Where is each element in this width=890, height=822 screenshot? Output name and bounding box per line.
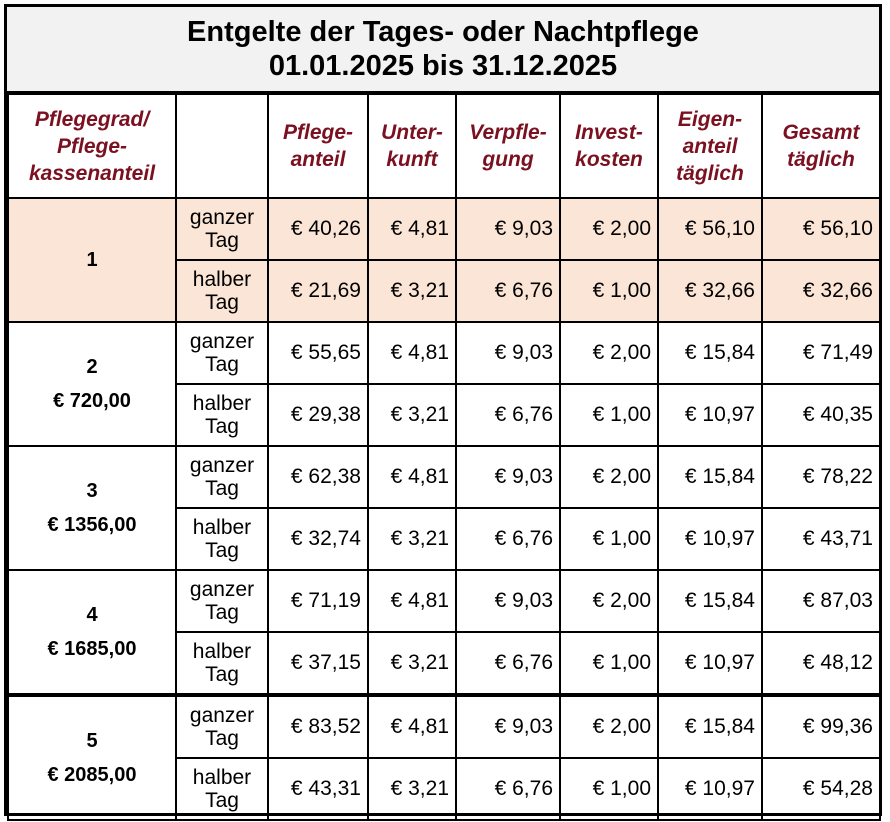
pflegegrad-number: 3 (86, 480, 98, 502)
value-unterkunft: € 3,21 (368, 758, 456, 820)
value-gesamt: € 56,10 (762, 198, 880, 260)
day-type-tag1: halber (192, 516, 252, 539)
value-invest: € 1,00 (560, 508, 658, 570)
header-unterkunft-line1: Unter- (381, 121, 443, 144)
pflegegrad-number: 1 (86, 249, 98, 271)
value-invest: € 1,00 (560, 758, 658, 820)
day-type-tag2: Tag (205, 727, 239, 750)
day-type-tag1: ganzer (189, 454, 255, 477)
value-gesamt: € 99,36 (762, 695, 880, 758)
day-type-cell (176, 198, 268, 260)
header-row (8, 94, 880, 198)
header-eigenanteil (658, 94, 762, 198)
value-pflege: € 55,65 (268, 322, 368, 384)
header-pflegegrad-line1: Pflegegrad/ (34, 107, 150, 131)
value-verpflegung: € 9,03 (456, 446, 560, 508)
header-verpflegung (456, 94, 560, 198)
pflegekassenanteil-amount: € 720,00 (53, 390, 131, 412)
day-type-cell (176, 695, 268, 758)
value-eigen: € 56,10 (658, 198, 762, 260)
value-unterkunft: € 4,81 (368, 322, 456, 384)
pflegegrad-cell (8, 322, 176, 446)
table-title (7, 7, 879, 93)
value-invest: € 1,00 (560, 384, 658, 446)
header-pflegeanteil (268, 94, 368, 198)
day-type-tag2: Tag (205, 601, 239, 624)
table-row (8, 695, 880, 758)
header-gesamt-line1: Gesamt (782, 121, 860, 144)
value-verpflegung: € 9,03 (456, 198, 560, 260)
pflegegrad-number: 2 (86, 356, 98, 378)
pflegegrad-cell (8, 570, 176, 695)
value-pflege: € 29,38 (268, 384, 368, 446)
value-pflege: € 71,19 (268, 570, 368, 632)
day-type-cell (176, 570, 268, 632)
day-type-cell (176, 508, 268, 570)
day-type-tag1: ganzer (189, 206, 255, 229)
value-eigen: € 15,84 (658, 446, 762, 508)
value-invest: € 2,00 (560, 198, 658, 260)
day-type-tag2: Tag (205, 539, 239, 562)
day-type-tag2: Tag (205, 477, 239, 500)
header-investkosten-line1: Invest- (575, 121, 643, 144)
header-pflegeanteil-line2: anteil (290, 148, 346, 171)
day-type-tag2: Tag (205, 353, 239, 376)
header-investkosten (560, 94, 658, 198)
value-gesamt: € 78,22 (762, 446, 880, 508)
value-invest: € 1,00 (560, 632, 658, 695)
value-verpflegung: € 6,76 (456, 508, 560, 570)
day-type-cell (176, 260, 268, 322)
table-row (8, 198, 880, 260)
value-gesamt: € 43,71 (762, 508, 880, 570)
day-type-tag2: Tag (205, 789, 239, 812)
pflegegrad-cell (8, 446, 176, 570)
table-row (8, 322, 880, 384)
value-unterkunft: € 4,81 (368, 446, 456, 508)
header-pflegegrad (8, 94, 176, 198)
value-pflege: € 32,74 (268, 508, 368, 570)
value-eigen: € 15,84 (658, 695, 762, 758)
day-type-cell (176, 322, 268, 384)
value-gesamt: € 54,28 (762, 758, 880, 820)
price-table-frame (4, 4, 882, 816)
title-line-1: Entgelte der Tages- oder Nachtpflege (187, 16, 699, 48)
value-verpflegung: € 9,03 (456, 695, 560, 758)
table-row (8, 446, 880, 508)
day-type-tag2: Tag (205, 291, 239, 314)
pflegekassenanteil-amount: € 1356,00 (47, 514, 137, 536)
day-type-tag1: halber (192, 268, 252, 291)
title-line-2: 01.01.2025 bis 31.12.2025 (268, 50, 618, 82)
value-gesamt: € 87,03 (762, 570, 880, 632)
value-eigen: € 15,84 (658, 322, 762, 384)
value-eigen: € 10,97 (658, 384, 762, 446)
value-unterkunft: € 3,21 (368, 384, 456, 446)
value-unterkunft: € 3,21 (368, 632, 456, 695)
value-eigen: € 10,97 (658, 758, 762, 820)
value-gesamt: € 40,35 (762, 384, 880, 446)
value-verpflegung: € 6,76 (456, 384, 560, 446)
day-type-tag1: halber (192, 766, 252, 789)
value-pflege: € 21,69 (268, 260, 368, 322)
header-investkosten-line2: kosten (575, 148, 643, 171)
day-type-tag1: ganzer (189, 330, 255, 353)
value-gesamt: € 71,49 (762, 322, 880, 384)
day-type-tag2: Tag (205, 229, 239, 252)
day-type-tag1: ganzer (189, 704, 255, 727)
value-pflege: € 62,38 (268, 446, 368, 508)
value-unterkunft: € 4,81 (368, 570, 456, 632)
value-invest: € 2,00 (560, 570, 658, 632)
day-type-tag1: halber (192, 640, 252, 663)
value-verpflegung: € 6,76 (456, 632, 560, 695)
header-gesamt (762, 94, 880, 198)
pflegegrad-cell (8, 198, 176, 322)
header-unterkunft-line2: kunft (386, 148, 438, 171)
pflegegrad-cell (8, 695, 176, 820)
header-pflegegrad-line3: kassenanteil (28, 161, 156, 185)
day-type-cell (176, 384, 268, 446)
header-unterkunft (368, 94, 456, 198)
header-tag-empty (176, 94, 268, 198)
value-verpflegung: € 9,03 (456, 322, 560, 384)
value-eigen: € 10,97 (658, 508, 762, 570)
value-eigen: € 10,97 (658, 632, 762, 695)
value-gesamt: € 32,66 (762, 260, 880, 322)
header-eigenanteil-line1: Eigen- (677, 107, 743, 131)
header-pflegeanteil-line1: Pflege- (282, 121, 353, 144)
pflegekassenanteil-amount: € 2085,00 (47, 764, 137, 786)
value-pflege: € 83,52 (268, 695, 368, 758)
value-pflege: € 40,26 (268, 198, 368, 260)
value-invest: € 2,00 (560, 695, 658, 758)
table-body (8, 198, 880, 820)
value-verpflegung: € 6,76 (456, 260, 560, 322)
pflegekassenanteil-amount: € 1685,00 (47, 638, 137, 660)
header-eigenanteil-line3: täglich (676, 161, 744, 185)
pflegegrad-number: 4 (86, 604, 98, 626)
value-verpflegung: € 6,76 (456, 758, 560, 820)
day-type-cell (176, 446, 268, 508)
value-unterkunft: € 4,81 (368, 695, 456, 758)
value-gesamt: € 48,12 (762, 632, 880, 695)
header-pflegegrad-line2: Pflege- (56, 134, 127, 158)
pflegegrad-number: 5 (86, 730, 98, 752)
header-verpflegung-line2: gung (482, 148, 534, 171)
value-invest: € 2,00 (560, 446, 658, 508)
value-pflege: € 43,31 (268, 758, 368, 820)
day-type-tag1: ganzer (189, 578, 255, 601)
day-type-cell (176, 632, 268, 695)
value-invest: € 2,00 (560, 322, 658, 384)
day-type-tag2: Tag (205, 663, 239, 686)
value-invest: € 1,00 (560, 260, 658, 322)
header-eigenanteil-line2: anteil (682, 134, 738, 158)
day-type-cell (176, 758, 268, 820)
value-verpflegung: € 9,03 (456, 570, 560, 632)
value-eigen: € 32,66 (658, 260, 762, 322)
header-gesamt-line2: täglich (787, 148, 855, 171)
day-type-tag2: Tag (205, 415, 239, 438)
value-unterkunft: € 3,21 (368, 508, 456, 570)
value-pflege: € 37,15 (268, 632, 368, 695)
day-type-tag1: halber (192, 392, 252, 415)
value-unterkunft: € 4,81 (368, 198, 456, 260)
value-unterkunft: € 3,21 (368, 260, 456, 322)
header-verpflegung-line1: Verpfle- (469, 121, 547, 144)
table-row (8, 570, 880, 632)
value-eigen: € 15,84 (658, 570, 762, 632)
price-table (7, 93, 881, 821)
